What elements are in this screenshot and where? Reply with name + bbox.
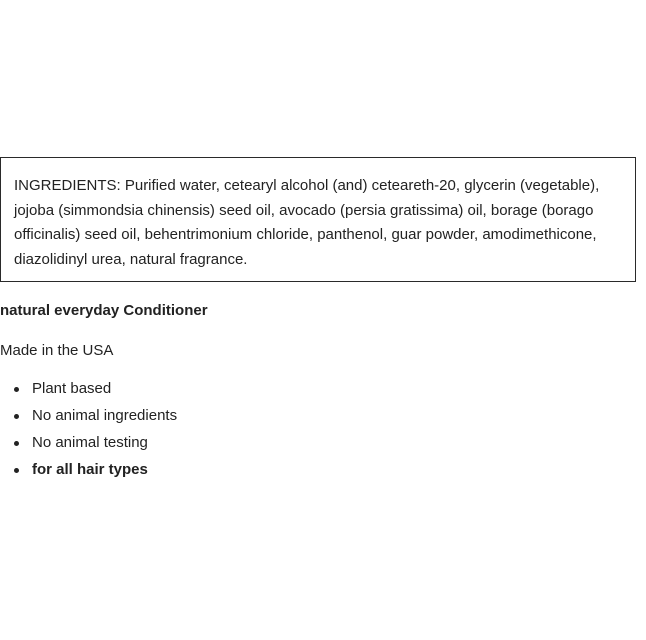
bullet-icon xyxy=(14,414,19,419)
feature-label: for all hair types xyxy=(32,461,148,478)
feature-label: No animal testing xyxy=(32,434,148,451)
product-title: natural everyday Conditioner xyxy=(0,302,208,319)
bullet-icon xyxy=(14,468,19,473)
feature-item-plant-based xyxy=(0,378,177,405)
feature-item-no-animal-testing xyxy=(0,432,177,459)
features-list xyxy=(0,378,177,486)
feature-item-all-hair-types xyxy=(0,459,177,486)
feature-item-no-animal-ingredients xyxy=(0,405,177,432)
feature-label: Plant based xyxy=(32,380,112,397)
feature-label: No animal ingredients xyxy=(32,407,178,424)
origin-text: Made in the USA xyxy=(0,342,114,359)
bullet-icon xyxy=(14,387,19,392)
bullet-icon xyxy=(14,441,19,446)
ingredients-box xyxy=(0,157,636,282)
ingredients-text: INGREDIENTS: Purified water, cetearyl alcohol (and) ceteareth-20, glycerin (vegetable), jojoba (simmondsia chinensis) seed oil, avocado (persia gratissima) oil, borage (borago officinalis) seed oil, behentrimonium chloride, panthenol, guar powder, amodimethicone, diazolidinyl urea, natural fragrance. xyxy=(14,177,600,268)
